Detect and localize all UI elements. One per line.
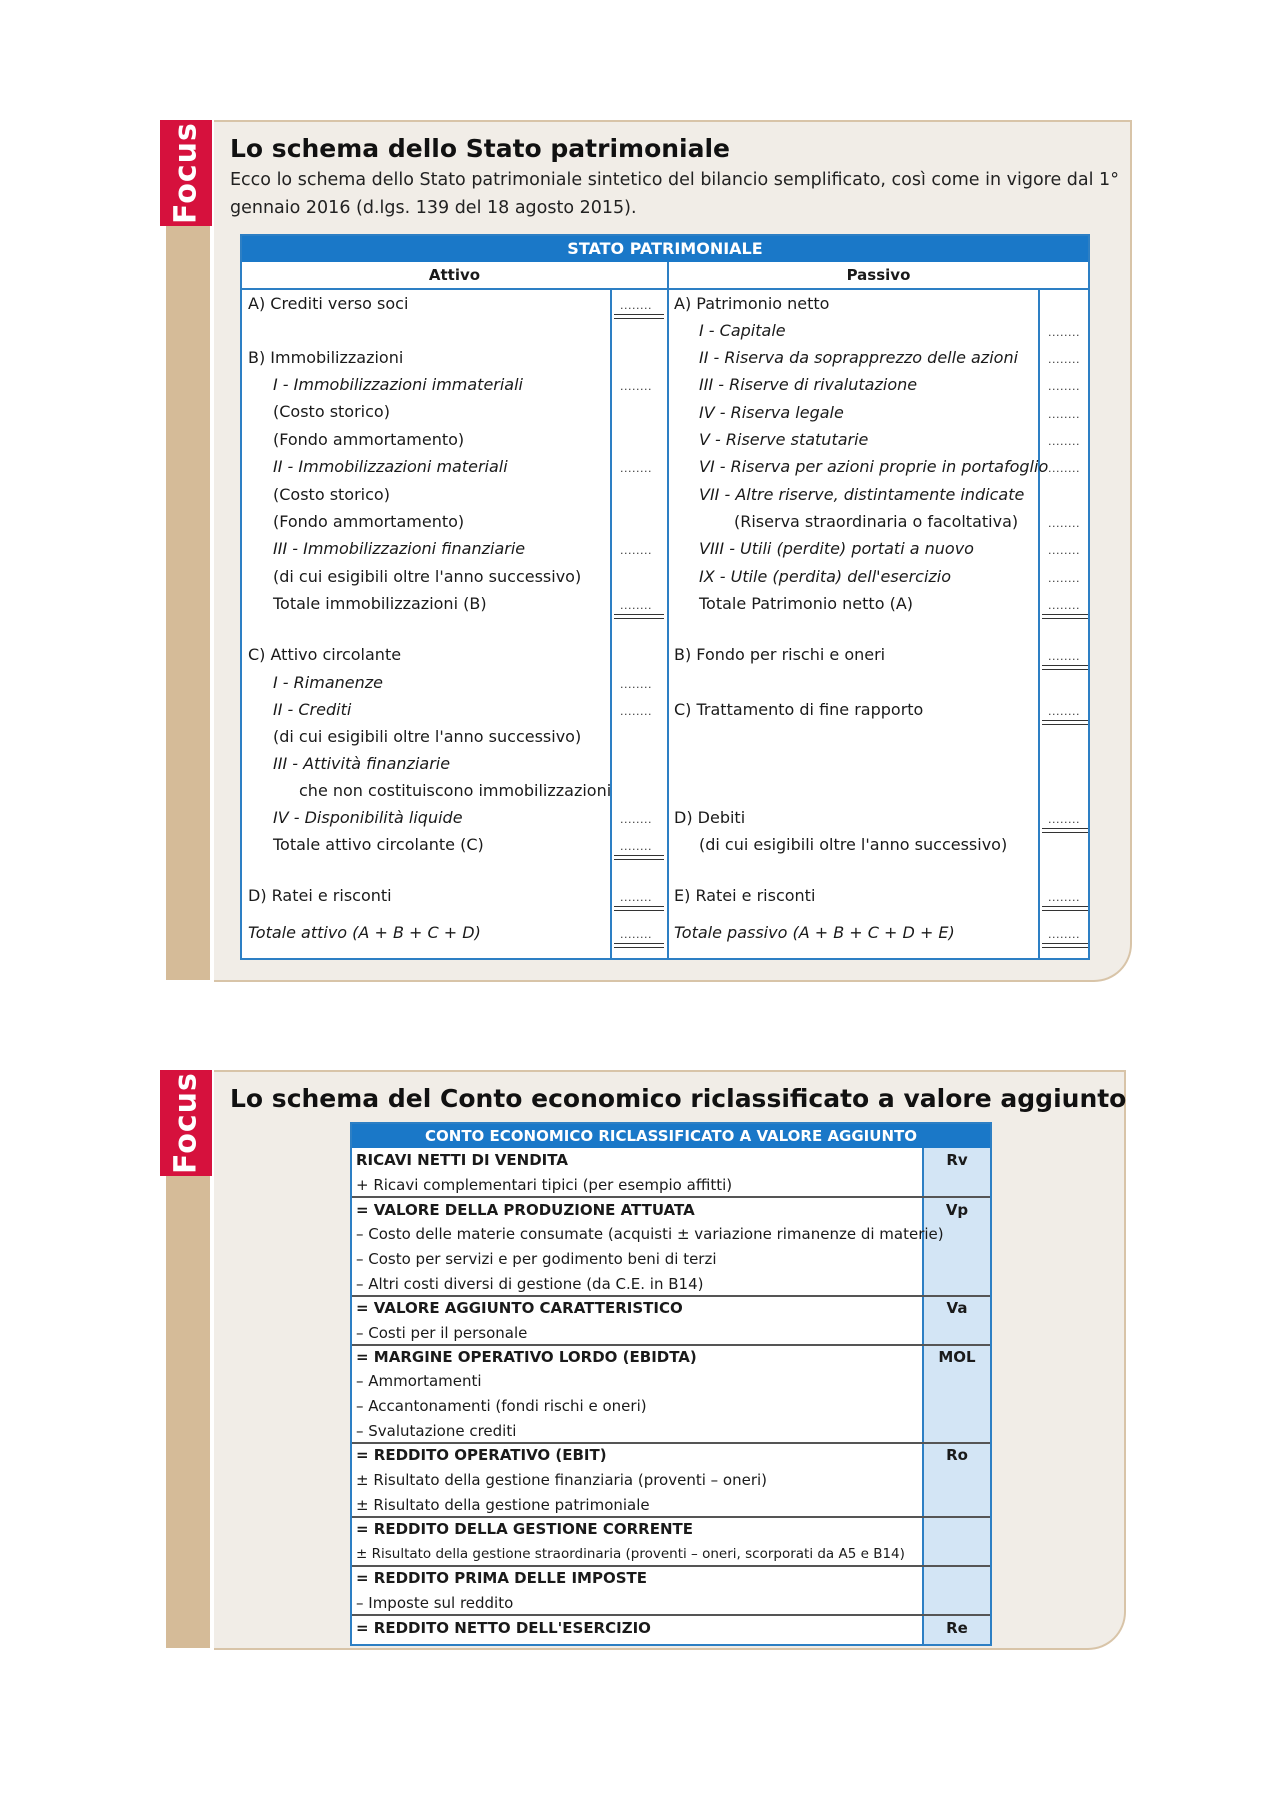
attivo-item: Totale immobilizzazioni (B)	[273, 594, 487, 613]
row-separator	[352, 1196, 990, 1198]
double-rule	[614, 855, 664, 860]
amount-placeholder: ........	[1048, 650, 1080, 663]
amount-placeholder: ........	[1048, 705, 1080, 718]
amount-divider	[610, 288, 612, 958]
code-column	[922, 1148, 990, 1644]
table-row: – Altri costi diversi di gestione (da C.E. in B14)	[356, 1275, 704, 1293]
table-row: = REDDITO NETTO DELL'ESERCIZIO	[356, 1619, 651, 1637]
passivo-item: C) Trattamento di fine rapporto	[674, 700, 924, 719]
passivo-item: D) Debiti	[674, 808, 746, 827]
double-rule	[614, 943, 664, 948]
row-separator	[352, 1295, 990, 1297]
passivo-item: (di cui esigibili oltre l'anno successivo)	[699, 835, 1008, 854]
attivo-item: B) Immobilizzazioni	[248, 348, 404, 367]
double-rule	[1042, 943, 1088, 948]
attivo-item: III - Attività finanziarie	[273, 754, 451, 773]
table-header: CONTO ECONOMICO RICLASSIFICATO A VALORE AGGIUNTO	[352, 1124, 990, 1148]
attivo-item: II - Crediti	[273, 700, 352, 719]
double-rule	[1042, 665, 1088, 670]
table-row: = REDDITO PRIMA DELLE IMPOSTE	[356, 1569, 647, 1587]
code-label: MOL	[938, 1348, 976, 1366]
table-row: – Costi per il personale	[356, 1324, 528, 1342]
amount-placeholder: ........	[620, 891, 652, 904]
amount-placeholder: ........	[620, 678, 652, 691]
passivo-item: I - Capitale	[699, 321, 786, 340]
amount-placeholder: ........	[1048, 408, 1080, 421]
passivo-item: E) Ratei e risconti	[674, 886, 816, 905]
code-label: Re	[946, 1619, 968, 1637]
column-header-attivo: Attivo	[242, 262, 667, 290]
column-divider	[667, 262, 669, 958]
table-row: = VALORE AGGIUNTO CARATTERISTICO	[356, 1299, 683, 1317]
double-rule	[614, 906, 664, 911]
passivo-item: IV - Riserva legale	[699, 403, 844, 422]
amount-placeholder: ........	[620, 928, 652, 941]
amount-placeholder: ........	[1048, 928, 1080, 941]
attivo-item: IV - Disponibilità liquide	[273, 808, 463, 827]
code-label: Va	[946, 1299, 968, 1317]
double-rule	[1042, 906, 1088, 911]
row-separator	[352, 1565, 990, 1567]
passivo-item: (Riserva straordinaria o facoltativa)	[734, 512, 1019, 531]
double-rule	[614, 614, 664, 619]
row-separator	[352, 1516, 990, 1518]
attivo-item: I - Immobilizzazioni immateriali	[273, 375, 523, 394]
column-header-passivo: Passivo	[669, 262, 1088, 290]
attivo-item: I - Rimanenze	[273, 673, 383, 692]
table-row: – Costo delle materie consumate (acquisti ± variazione rimanenze di materie)	[356, 1225, 944, 1243]
focus-tab: Focus	[160, 1070, 212, 1176]
stato-patrimoniale-table	[240, 234, 1090, 960]
table-row: ± Risultato della gestione patrimoniale	[356, 1496, 650, 1514]
amount-placeholder: ........	[1048, 435, 1080, 448]
passivo-item: Totale Patrimonio netto (A)	[699, 594, 913, 613]
attivo-item: (di cui esigibili oltre l'anno successivo)	[273, 567, 582, 586]
amount-placeholder: ........	[620, 544, 652, 557]
amount-placeholder: ........	[1048, 353, 1080, 366]
section-title: Lo schema dello Stato patrimoniale	[230, 134, 731, 163]
attivo-item: (Costo storico)	[273, 402, 390, 421]
amount-placeholder: ........	[1048, 891, 1080, 904]
side-strip	[166, 120, 210, 980]
amount-placeholder: ........	[1048, 599, 1080, 612]
section-title: Lo schema del Conto economico riclassificato a valore aggiunto	[230, 1084, 1127, 1113]
table-row: = MARGINE OPERATIVO LORDO (EBIDTA)	[356, 1348, 697, 1366]
amount-placeholder: ........	[620, 380, 652, 393]
attivo-item: D) Ratei e risconti	[248, 886, 392, 905]
table-row: ± Risultato della gestione straordinaria (proventi – oneri, scorporati da A5 e B14)	[356, 1546, 905, 1562]
attivo-item: II - Immobilizzazioni materiali	[273, 457, 508, 476]
attivo-item: A) Crediti verso soci	[248, 294, 409, 313]
attivo-item: III - Immobilizzazioni finanziarie	[273, 539, 526, 558]
attivo-total: Totale attivo (A + B + C + D)	[248, 923, 481, 942]
table-header: STATO PATRIMONIALE	[242, 236, 1088, 262]
table-row: RICAVI NETTI DI VENDITA	[356, 1151, 568, 1169]
passivo-item: A) Patrimonio netto	[674, 294, 830, 313]
amount-placeholder: ........	[1048, 326, 1080, 339]
code-label: Rv	[946, 1151, 968, 1169]
table-row: = VALORE DELLA PRODUZIONE ATTUATA	[356, 1201, 695, 1219]
attivo-item: (Fondo ammortamento)	[273, 430, 465, 449]
table-row: + Ricavi complementari tipici (per esempio affitti)	[356, 1176, 733, 1194]
amount-placeholder: ........	[1048, 517, 1080, 530]
intro-line: gennaio 2016 (d.lgs. 139 del 18 agosto 2015).	[230, 198, 637, 218]
amount-placeholder: ........	[1048, 544, 1080, 557]
attivo-item: C) Attivo circolante	[248, 645, 402, 664]
passivo-item: III - Riserve di rivalutazione	[699, 375, 918, 394]
table-row: = REDDITO DELLA GESTIONE CORRENTE	[356, 1520, 694, 1538]
attivo-item: (Fondo ammortamento)	[273, 512, 465, 531]
amount-divider	[1038, 288, 1040, 958]
double-rule	[1042, 614, 1088, 619]
passivo-item: VII - Altre riserve, distintamente indicate	[699, 485, 1025, 504]
row-separator	[352, 1344, 990, 1346]
passivo-item: IX - Utile (perdita) dell'esercizio	[699, 567, 952, 586]
table-row: – Accantonamenti (fondi rischi e oneri)	[356, 1397, 647, 1415]
amount-placeholder: ........	[620, 840, 652, 853]
conto-economico-table	[350, 1122, 992, 1646]
passivo-total: Totale passivo (A + B + C + D + E)	[674, 923, 955, 942]
passivo-item: VI - Riserva per azioni proprie in portafoglio	[699, 457, 1049, 476]
table-row: – Ammortamenti	[356, 1372, 482, 1390]
table-row: – Imposte sul reddito	[356, 1594, 514, 1612]
amount-placeholder: ........	[620, 299, 652, 312]
code-label: Vp	[945, 1201, 969, 1219]
focus-tab: Focus	[160, 120, 212, 226]
amount-placeholder: ........	[620, 462, 652, 475]
table-row: – Svalutazione crediti	[356, 1422, 517, 1440]
amount-placeholder: ........	[620, 705, 652, 718]
double-rule	[1042, 828, 1088, 833]
code-label: Ro	[946, 1446, 968, 1464]
attivo-item: che non costituiscono immobilizzazioni	[299, 781, 612, 800]
table-row: – Costo per servizi e per godimento beni di terzi	[356, 1250, 717, 1268]
passivo-item: B) Fondo per rischi e oneri	[674, 645, 886, 664]
row-separator	[352, 1442, 990, 1444]
amount-placeholder: ........	[1048, 462, 1080, 475]
amount-placeholder: ........	[620, 599, 652, 612]
double-rule	[614, 314, 664, 319]
amount-placeholder: ........	[1048, 380, 1080, 393]
attivo-item: Totale attivo circolante (C)	[273, 835, 484, 854]
table-row: ± Risultato della gestione finanziaria (proventi – oneri)	[356, 1471, 768, 1489]
intro-line: Ecco lo schema dello Stato patrimoniale sintetico del bilancio semplificato, così come in vigore dal 1°	[230, 170, 1119, 190]
row-separator	[352, 1614, 990, 1616]
passivo-item: V - Riserve statutarie	[699, 430, 869, 449]
table-row: = REDDITO OPERATIVO (EBIT)	[356, 1446, 607, 1464]
amount-placeholder: ........	[1048, 813, 1080, 826]
attivo-item: (Costo storico)	[273, 485, 390, 504]
passivo-item: II - Riserva da soprapprezzo delle azioni	[699, 348, 1019, 367]
amount-placeholder: ........	[1048, 572, 1080, 585]
amount-placeholder: ........	[620, 813, 652, 826]
double-rule	[1042, 720, 1088, 725]
attivo-item: (di cui esigibili oltre l'anno successivo)	[273, 727, 582, 746]
passivo-item: VIII - Utili (perdite) portati a nuovo	[699, 539, 974, 558]
